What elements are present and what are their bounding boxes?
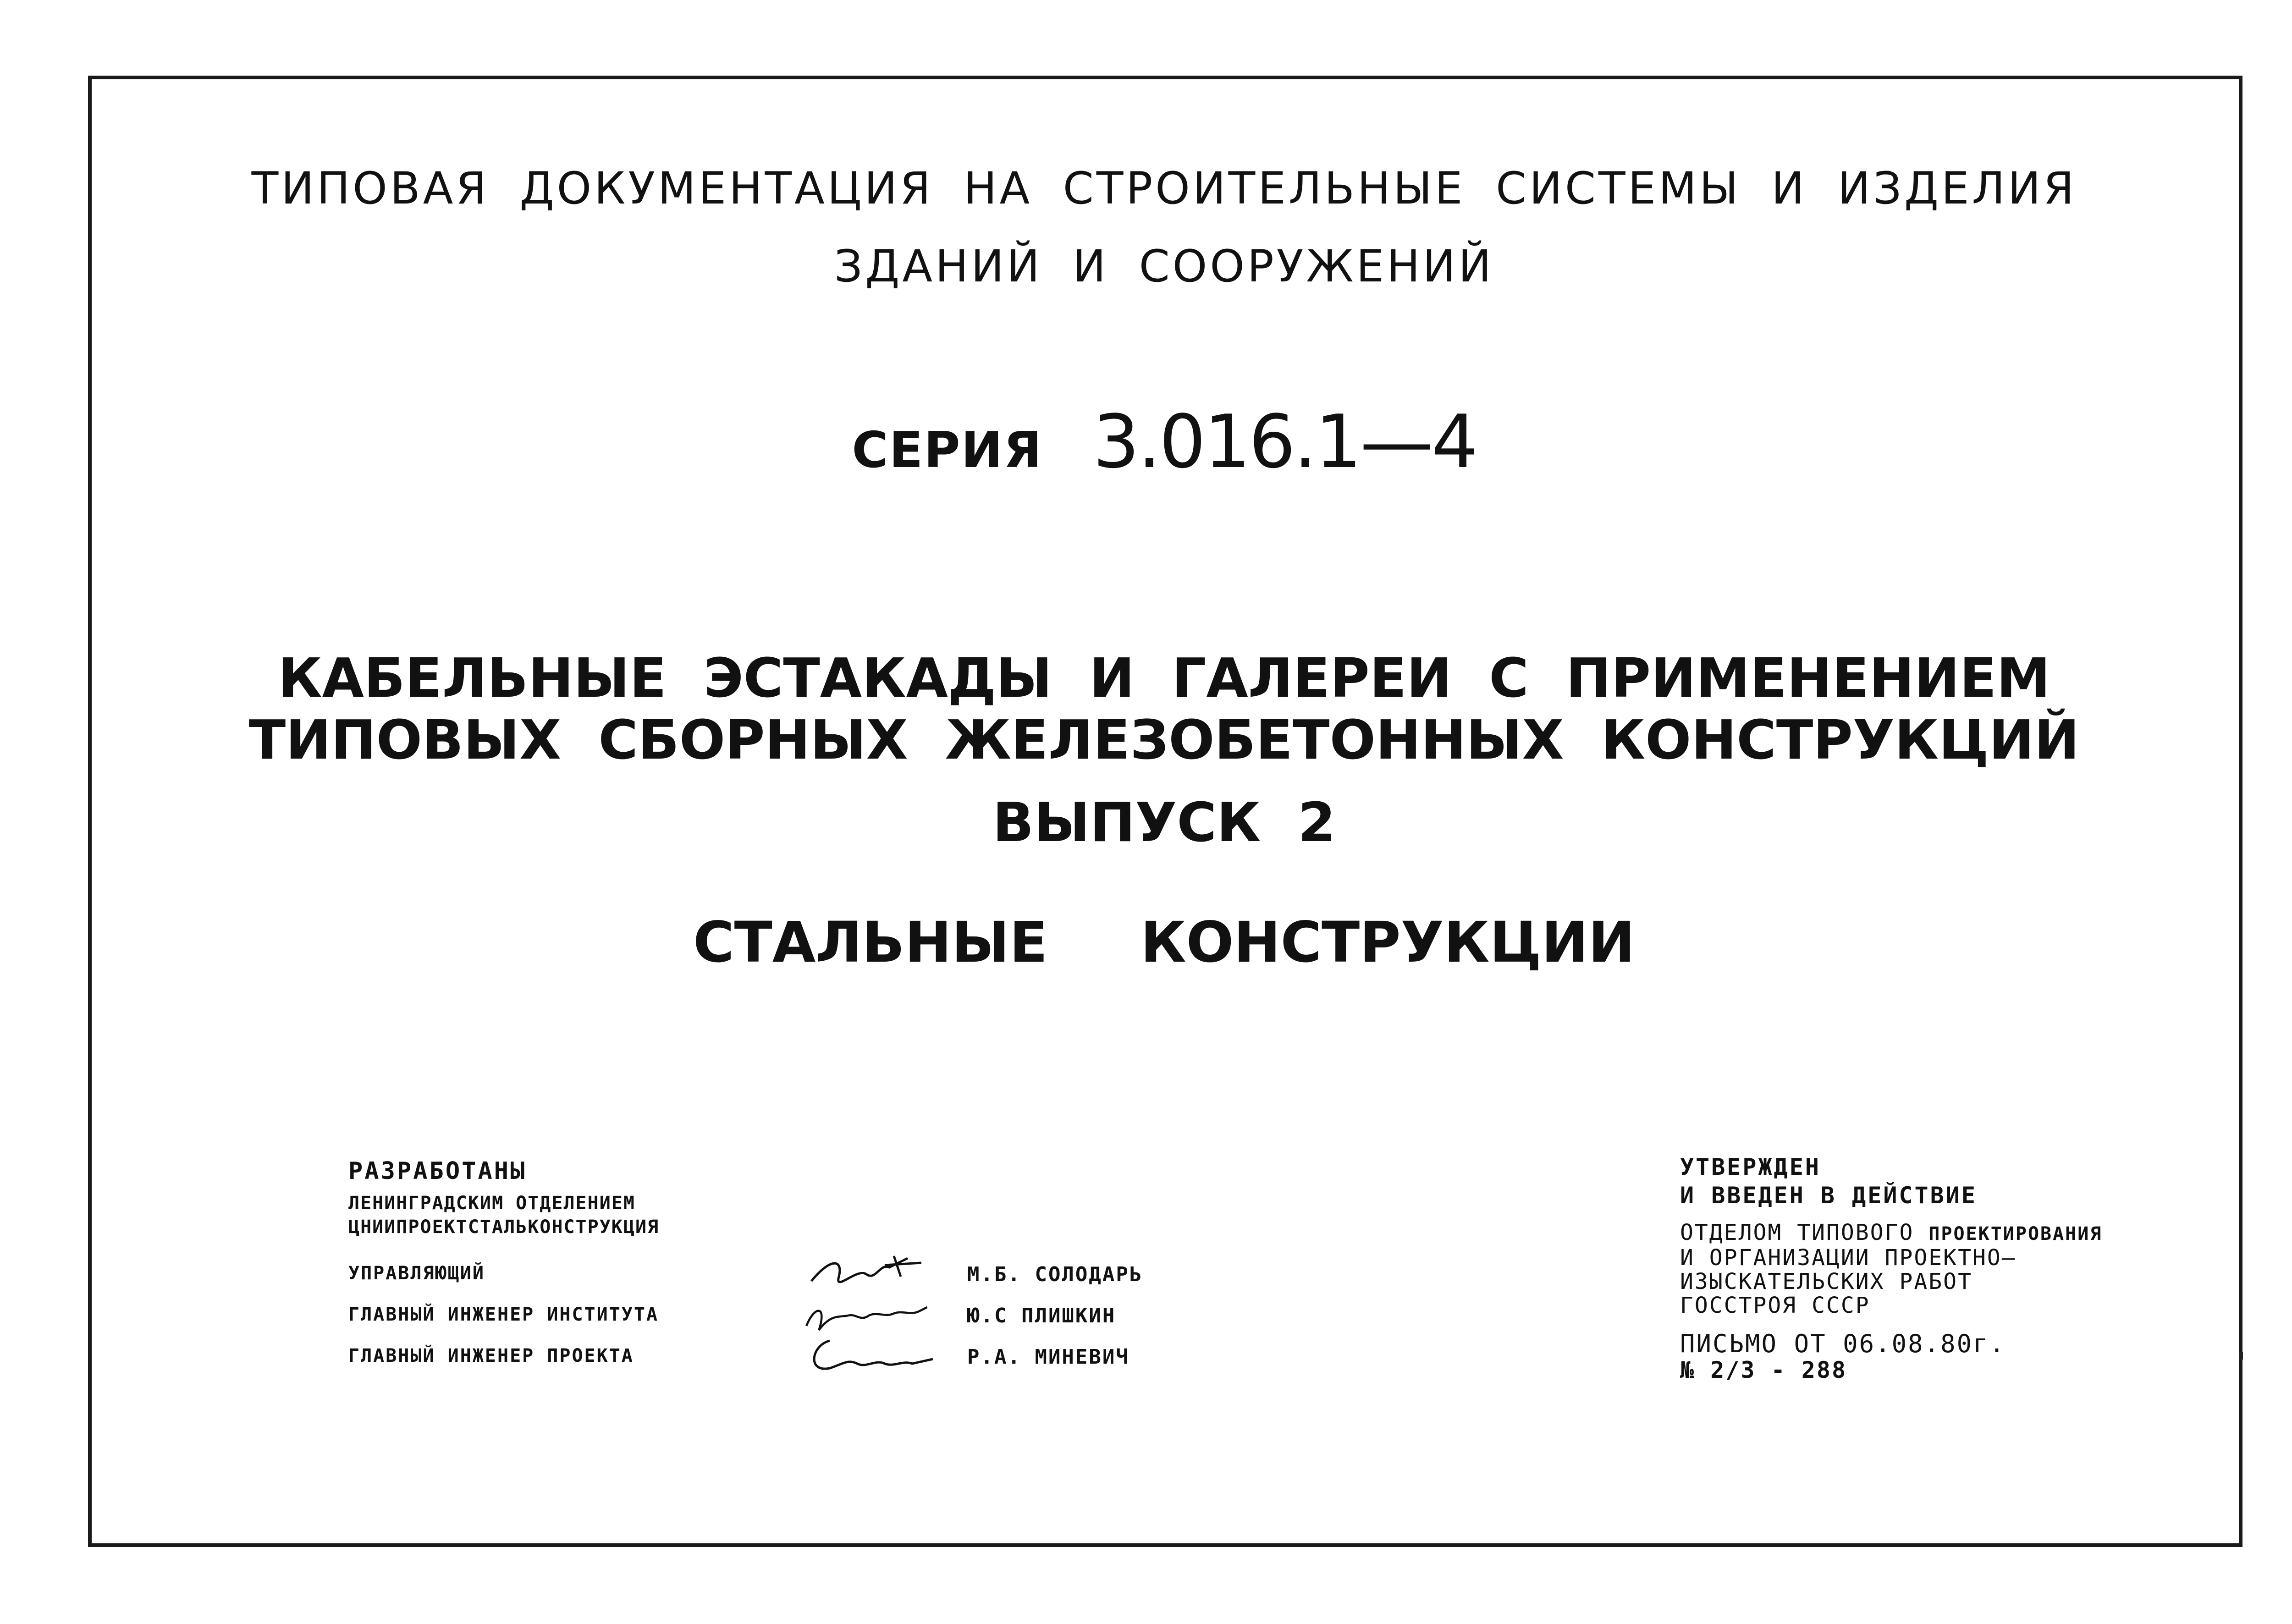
approval-org-line-1-a: ОТДЕЛОМ ТИПОВОГО [1680,1220,1914,1245]
series-label: СЕРИЯ [852,422,1043,479]
signatory-role: ГЛАВНЫЙ ИНЖЕНЕР ИНСТИТУТА [348,1304,659,1325]
series-number: 3.016.1—4 [1093,399,1477,484]
developer-heading: РАЗРАБОТАНЫ [348,1157,527,1185]
developer-org-line-1: ЛЕНИНГРАДСКИМ ОТДЕЛЕНИЕМ [348,1193,635,1214]
developer-block [348,1157,1143,1369]
developer-org-line-2: ЦНИИПРОЕКТСТАЛЬКОНСТРУКЦИЯ [348,1217,660,1238]
approval-letter-number-text: № 2/3 - 288 [1680,1357,1847,1383]
approval-org-line-4: ГОССТРОЯ СССР [1680,1293,1870,1318]
approval-org-line-3: ИЗЫСКАТЕЛЬСКИХ РАБОТ [1680,1269,1972,1294]
approval-letter-date: ПИСЬМО ОТ 06.08.80г. [1680,1329,2006,1358]
header-line-2: ЗДАНИЙ И СООРУЖЕНИЙ [834,241,1494,292]
edge-mark [2239,1352,2243,1360]
signatory-role: УПРАВЛЯЮЩИЙ [348,1263,485,1284]
approval-org-line-1-b: ПРОЕКТИРОВАНИЯ [1928,1223,2103,1244]
series-designation [0,399,2292,484]
approval-block [1680,1153,2102,1383]
issue-number: ВЫПУСК 2 [992,791,1336,854]
title-line-2: ТИПОВЫХ СБОРНЫХ ЖЕЛЕЗОБЕТОННЫХ КОНСТРУКЦИЙ [248,708,2080,771]
signatory-name: М.Б. СОЛОДАРЬ [967,1263,1143,1286]
approval-heading-line-2: И ВВЕДЕН В ДЕЙСТВИЕ [1680,1182,1977,1209]
approval-org-line-2: И ОРГАНИЗАЦИИ ПРОЕКТНО— [1680,1245,2017,1271]
signatory-name: Ю.С ПЛИШКИН [967,1304,1116,1327]
approval-heading-line-1: УТВЕРЖДЕН [1680,1154,1821,1180]
approval-org-line-1 [1680,1221,2102,1246]
header-line-1: ТИПОВАЯ ДОКУМЕНТАЦИЯ НА СТРОИТЕЛЬНЫЕ СИСТЕМЫ И ИЗДЕЛИЯ [251,163,2077,214]
subject-title: СТАЛЬНЫЕ КОНСТРУКЦИИ [693,910,1635,975]
signatory-role: ГЛАВНЫЙ ИНЖЕНЕР ПРОЕКТА [348,1345,634,1366]
handwritten-signature-3 [802,1332,940,1382]
signatory-name: Р.А. МИНЕВИЧ [967,1345,1129,1369]
approval-letter-number [1680,1357,2102,1383]
title-line-1: КАБЕЛЬНЫЕ ЭСТАКАДЫ И ГАЛЕРЕИ С ПРИМЕНЕНИЕМ [278,646,2050,710]
